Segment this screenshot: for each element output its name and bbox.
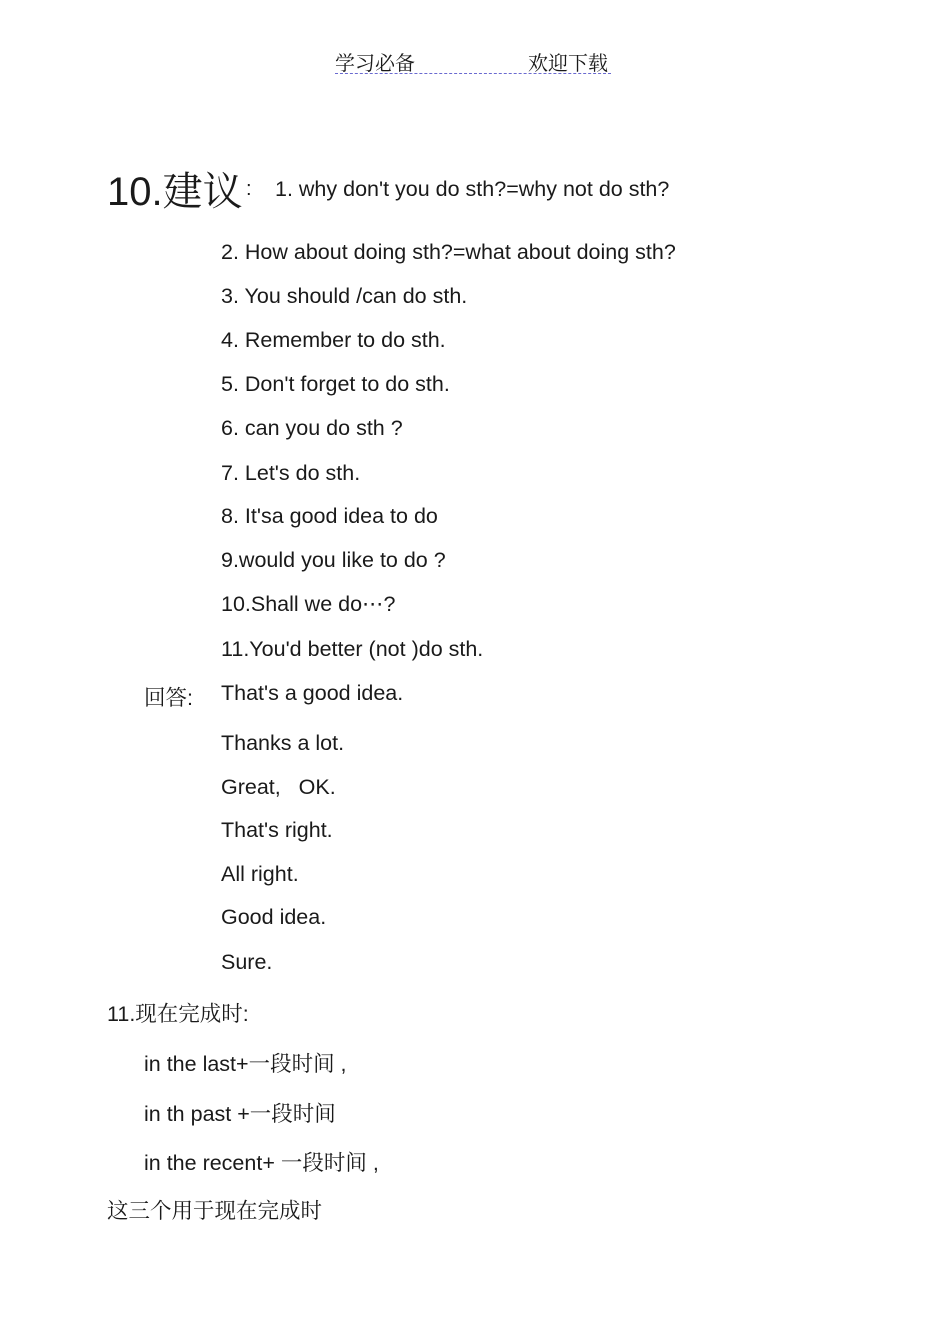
suggestion-item: 5. Don't forget to do sth. — [221, 372, 450, 396]
header-left-text: 学习必备 — [335, 53, 415, 75]
reply-item: Thanks a lot. — [221, 731, 345, 755]
suggestion-item: 11.You'd better (not )do sth. — [221, 637, 484, 661]
suggestion-item: 9.would you like to do ? — [221, 548, 446, 572]
header-right-text: 欢迎下载 — [528, 53, 608, 75]
suggestion-item: 6. can you do sth ? — [221, 416, 403, 440]
section-11-note: 这三个用于现在完成时 — [107, 1199, 323, 1223]
reply-item: Good idea. — [221, 905, 327, 929]
time-phrase-item: in the last+一段时间 , — [144, 1052, 347, 1076]
reply-label: 回答: — [144, 686, 193, 710]
reply-item: Great, OK. — [221, 775, 336, 799]
suggestion-item: 2. How about doing sth?=what about doing sth? — [221, 240, 676, 264]
reply-item: Sure. — [221, 950, 273, 974]
suggestion-item: 1. why don't you do sth?=why not do sth? — [275, 177, 670, 201]
suggestion-item: 3. You should /can do sth. — [221, 284, 468, 308]
section-10-title: 10.建议 — [107, 170, 243, 214]
section-11-title: 11.现在完成时: — [107, 1002, 249, 1026]
time-phrase-item: in the recent+ 一段时间 , — [144, 1151, 379, 1175]
suggestion-item: 10.Shall we do⋯? — [221, 592, 396, 616]
time-phrase-item: in th past +一段时间 — [144, 1102, 336, 1126]
reply-item: That's a good idea. — [221, 681, 404, 705]
suggestion-item: 8. It'sa good idea to do — [221, 504, 438, 528]
header-divider — [335, 73, 611, 74]
suggestion-item: 7. Let's do sth. — [221, 461, 361, 485]
reply-item: That's right. — [221, 818, 333, 842]
reply-item: All right. — [221, 862, 299, 886]
suggestion-item: 4. Remember to do sth. — [221, 328, 446, 352]
section-10-colon: : — [246, 178, 252, 200]
